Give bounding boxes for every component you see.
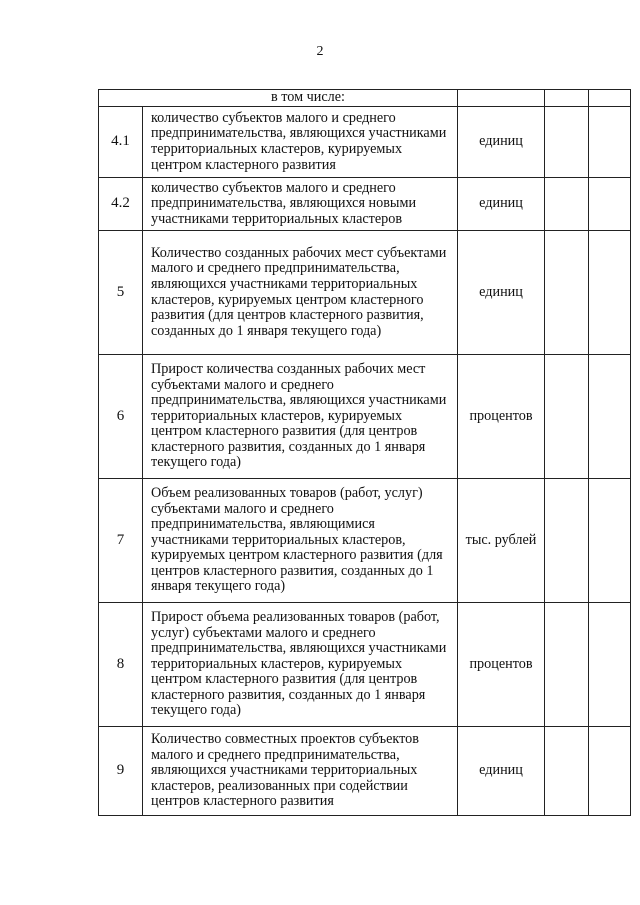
indicator-name: Прирост количества созданных рабочих мест субъектами малого и среднего предпринимательства, являющихся участниками территориальных кластеров, курируемых центром кластерного развития (для центров кластерного развития, созданных до 1 января текущего года) (143, 355, 458, 479)
row-number: 8 (99, 603, 143, 727)
table-row (99, 231, 631, 355)
value-cell (545, 603, 589, 727)
unit-cell: единиц (458, 727, 545, 816)
value-cell (545, 90, 589, 107)
page-number: 2 (316, 44, 324, 59)
value-cell (589, 727, 631, 816)
table-row (99, 355, 631, 479)
value-cell (589, 355, 631, 479)
value-cell (589, 603, 631, 727)
indicator-name: Прирост объема реализованных товаров (работ, услуг) субъектами малого и среднего предпринимательства, являющихся участниками территориальных кластеров, курируемых центром кластерного развития (для центров кластерного развития, созданных до 1 января текущего года) (143, 603, 458, 727)
value-cell (589, 479, 631, 603)
unit-cell: единиц (458, 107, 545, 178)
unit-cell: процентов (458, 355, 545, 479)
row-number: 4.1 (99, 107, 143, 178)
value-cell (589, 231, 631, 355)
table-row (99, 178, 631, 231)
row-number: 5 (99, 231, 143, 355)
unit-cell: тыс. рублей (458, 479, 545, 603)
table-row (99, 603, 631, 727)
indicator-name: Количество созданных рабочих мест субъектами малого и среднего предпринимательства, являющихся участниками территориальных кластеров, курируемых центром кластерного развития (для центров кластерного развития, созданных до 1 января текущего года) (143, 231, 458, 355)
unit-cell: процентов (458, 603, 545, 727)
indicator-name: количество субъектов малого и среднего предпринимательства, являющихся участниками территориальных кластеров, курируемых центром кластерного развития (143, 107, 458, 178)
value-cell (589, 90, 631, 107)
unit-cell: единиц (458, 178, 545, 231)
value-cell (545, 231, 589, 355)
indicators-table (98, 89, 631, 816)
table-row (99, 479, 631, 603)
value-cell (545, 178, 589, 231)
value-cell (545, 727, 589, 816)
value-cell (545, 355, 589, 479)
row-number: 4.2 (99, 178, 143, 231)
unit-cell: единиц (458, 231, 545, 355)
indicator-name: Объем реализованных товаров (работ, услуг) субъектами малого и среднего предпринимательства, являющимися участниками территориальных кластеров, курируемых центром кластерного развития (для центров кластерного развития, созданных до 1 января текущего года) (143, 479, 458, 603)
indicator-name: количество субъектов малого и среднего предпринимательства, являющихся новыми участниками территориальных кластеров (143, 178, 458, 231)
row-number: 9 (99, 727, 143, 816)
subheader-cell: в том числе: (99, 90, 458, 107)
value-cell (545, 107, 589, 178)
unit-cell (458, 90, 545, 107)
row-number: 7 (99, 479, 143, 603)
table-row (99, 107, 631, 178)
indicator-name: Количество совместных проектов субъектов малого и среднего предпринимательства, являющихся участниками территориальных кластеров, реализованных при содействии центров кластерного развития (143, 727, 458, 816)
table-row (99, 727, 631, 816)
value-cell (589, 178, 631, 231)
value-cell (589, 107, 631, 178)
row-number: 6 (99, 355, 143, 479)
table-subheader-row (99, 90, 631, 107)
value-cell (545, 479, 589, 603)
